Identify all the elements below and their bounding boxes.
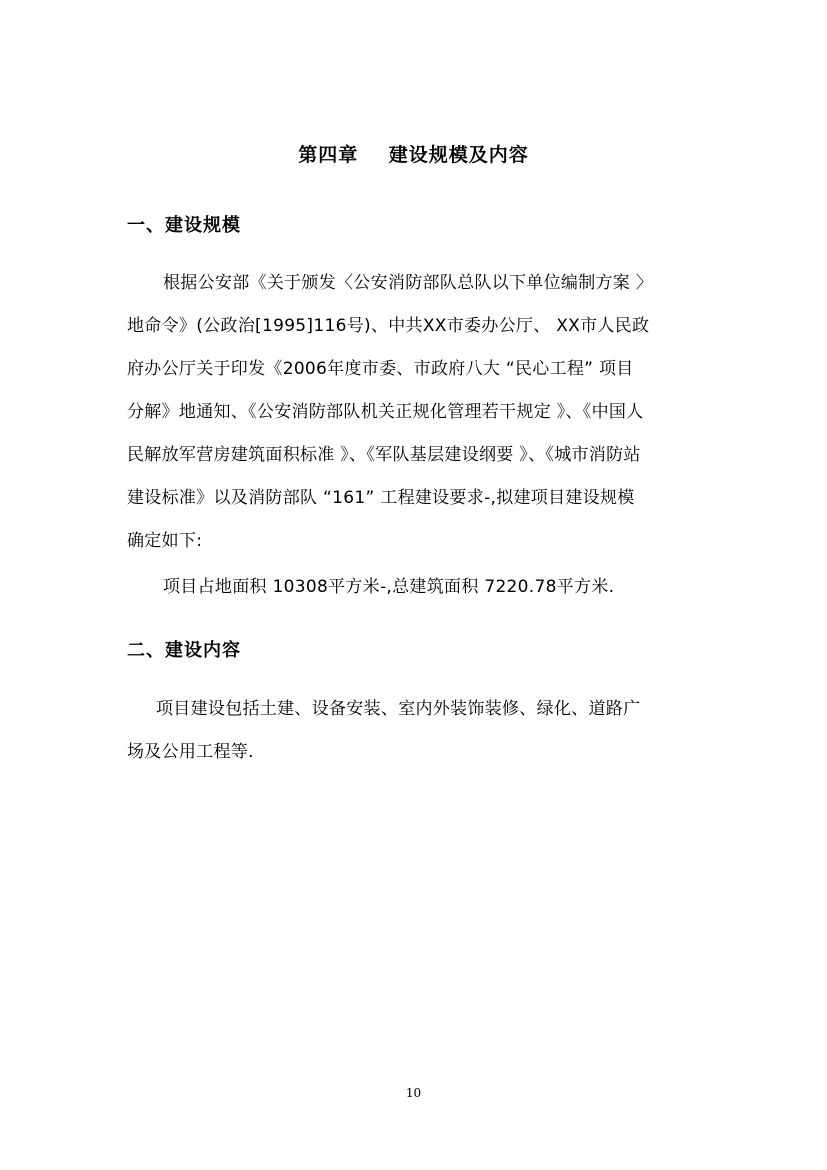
- page-number: 10: [405, 1086, 422, 1100]
- chapter-title: 第四章 建设规模及内容: [298, 144, 529, 166]
- paragraph-line: 场及公用工程等.: [127, 742, 254, 762]
- paragraph-line: 建设标准》以及消防部队 “161” 工程建设要求-,拟建项目建设规模: [127, 488, 635, 508]
- area-paragraph: 项目占地面积 10308平方米-,总建筑面积 7220.78平方米.: [163, 577, 615, 597]
- paragraph-line: 确定如下:: [127, 531, 203, 551]
- paragraph-line: 府办公厅关于印发《2006年度市委、市政府八大 “民心工程” 项目: [127, 359, 634, 379]
- paragraph-line: 分解》地通知、《公安消防部队机关正规化管理若干规定 》、《中国人: [127, 402, 644, 422]
- section-heading-content: 二、建设内容: [127, 640, 241, 661]
- paragraph-line: 根据公安部《关于颁发〈公安消防部队总队以下单位编制方案 〉: [163, 273, 654, 293]
- paragraph-line: 民解放军营房建筑面积标准 》、《军队基层建设纲要 》、《城市消防站: [127, 445, 641, 465]
- paragraph-line: 项目建设包括土建、设备安装、室内外装饰装修、绿化、道路广: [156, 699, 641, 719]
- paragraph-line: 地命令》(公政治[1995]116号)、中共XX市委办公厅、 XX市人民政: [127, 316, 650, 336]
- section-heading-scale: 一、建设规模: [127, 215, 241, 236]
